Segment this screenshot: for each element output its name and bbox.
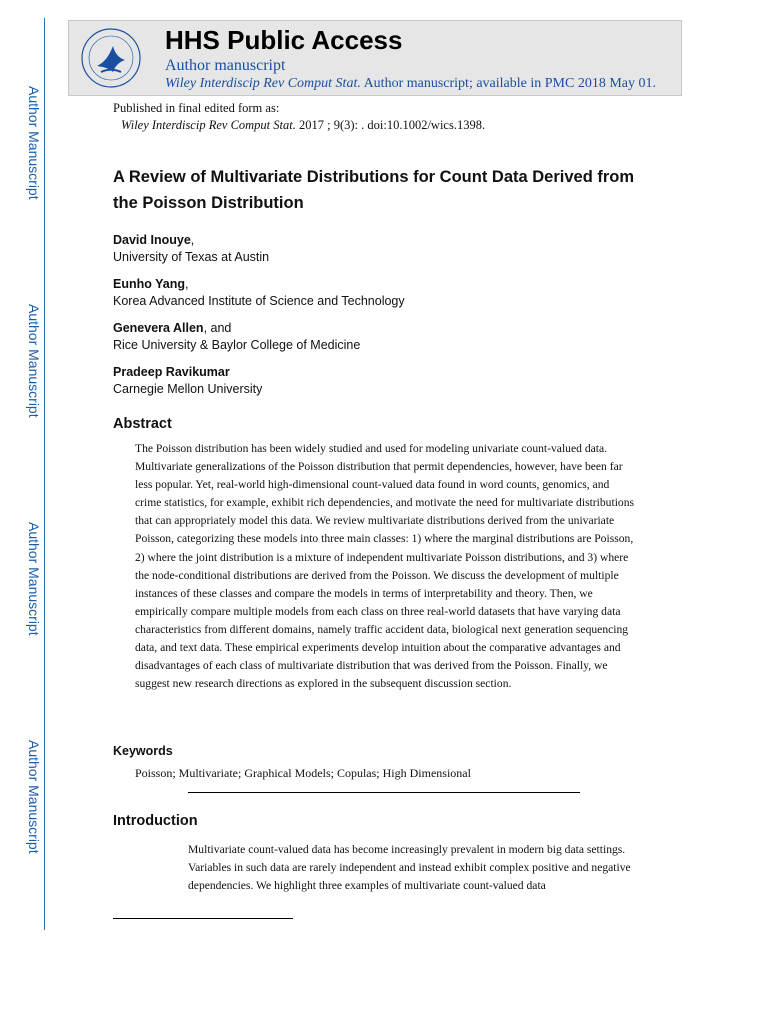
abstract-heading: Abstract [113, 416, 172, 432]
sidebar-label-4: Author Manuscript [26, 740, 42, 854]
keywords-text: Poisson; Multivariate; Graphical Models; Copulas; High Dimensional [135, 766, 471, 780]
author-suffix: , [190, 233, 195, 247]
author-name: Eunho Yang [113, 277, 185, 291]
sidebar-label-2: Author Manuscript [26, 304, 42, 418]
availability-text: Author manuscript; available in PMC 2018 May 01. [360, 76, 656, 91]
author-affiliation: Korea Advanced Institute of Science and Technology [113, 294, 405, 308]
hhs-title: HHS Public Access [165, 25, 403, 55]
journal-name: Wiley Interdiscip Rev Comput Stat. [165, 76, 361, 91]
section-divider [188, 792, 580, 793]
author-affiliation: University of Texas at Austin [113, 250, 270, 264]
sidebar-label-3: Author Manuscript [26, 522, 42, 636]
author-name: David Inouye [113, 233, 191, 247]
author-affiliation: Rice University & Baylor College of Medicine [113, 338, 361, 352]
author-block [113, 320, 360, 354]
abstract-text: The Poisson distribution has been widely studied and used for modeling univariate count-valued data. Multivariate generalizations of the Poisson distribution that permit dependencies, however, have been far less popular. Yet, real-world high-dimensional count-valued data found in word counts, genomics, and crime statistics, for example, exhibit rich dependencies, and motivate the need for multivariate distributions that can appropriately model this data. We review multivariate distributions derived from the univariate Poisson, categorizing these models into three main classes: 1) where the marginal distributions are Poisson, 2) where the joint distribution is a mixture of independent multivariate Poisson distributions, and 3) where the node-conditional distributions are derived from the Poisson. We discuss the development of multiple instances of these classes and compare the models in terms of interpretability and theory. Then, we empirically compare multiple models from each class on three real-world datasets that have varying data characteristics from different domains, namely traffic accident data, biological next generation sequencing data, and text data. These empirical experiments develop intuition about the comparative advantages and disadvantages of each class of multivariate distribution that was derived from the Poisson. Finally, we suggest new research directions as explored in the subsequent discussion section. [135, 442, 635, 691]
paper-title: A Review of Multivariate Distributions for Count Data Derived from the Poisson Distribution [113, 168, 635, 212]
citation-details: 2017 ; 9(3): . doi:10.1002/wics.1398. [295, 118, 486, 132]
keywords-heading: Keywords [113, 744, 173, 758]
citation-journal: Wiley Interdiscip Rev Comput Stat. [121, 118, 296, 132]
sidebar-label-1: Author Manuscript [26, 86, 42, 200]
footnote-divider [113, 918, 293, 919]
author-suffix: , [185, 277, 189, 291]
journal-availability [165, 76, 656, 92]
sidebar-divider [44, 18, 45, 930]
author-name: Genevera Allen [113, 321, 204, 335]
hhs-header [68, 20, 682, 96]
author-manuscript-label: Author manuscript [165, 57, 286, 74]
author-name: Pradeep Ravikumar [113, 365, 230, 379]
author-block [113, 364, 262, 398]
introduction-text: Multivariate count-valued data has become increasingly prevalent in modern big data settings. Variables in such data are rarely independent and instead exhibit complex positive and negative dependencies. We highlight three examples of multivariate count-valued data [188, 843, 631, 893]
introduction-heading: Introduction [113, 813, 198, 829]
published-label: Published in final edited form as: [113, 101, 280, 115]
author-suffix: , and [203, 321, 232, 335]
citation [113, 117, 485, 134]
author-block [113, 232, 269, 266]
author-affiliation: Carnegie Mellon University [113, 382, 263, 396]
author-block [113, 276, 405, 310]
published-info [113, 100, 485, 134]
hhs-eagle-logo-icon [79, 26, 143, 90]
